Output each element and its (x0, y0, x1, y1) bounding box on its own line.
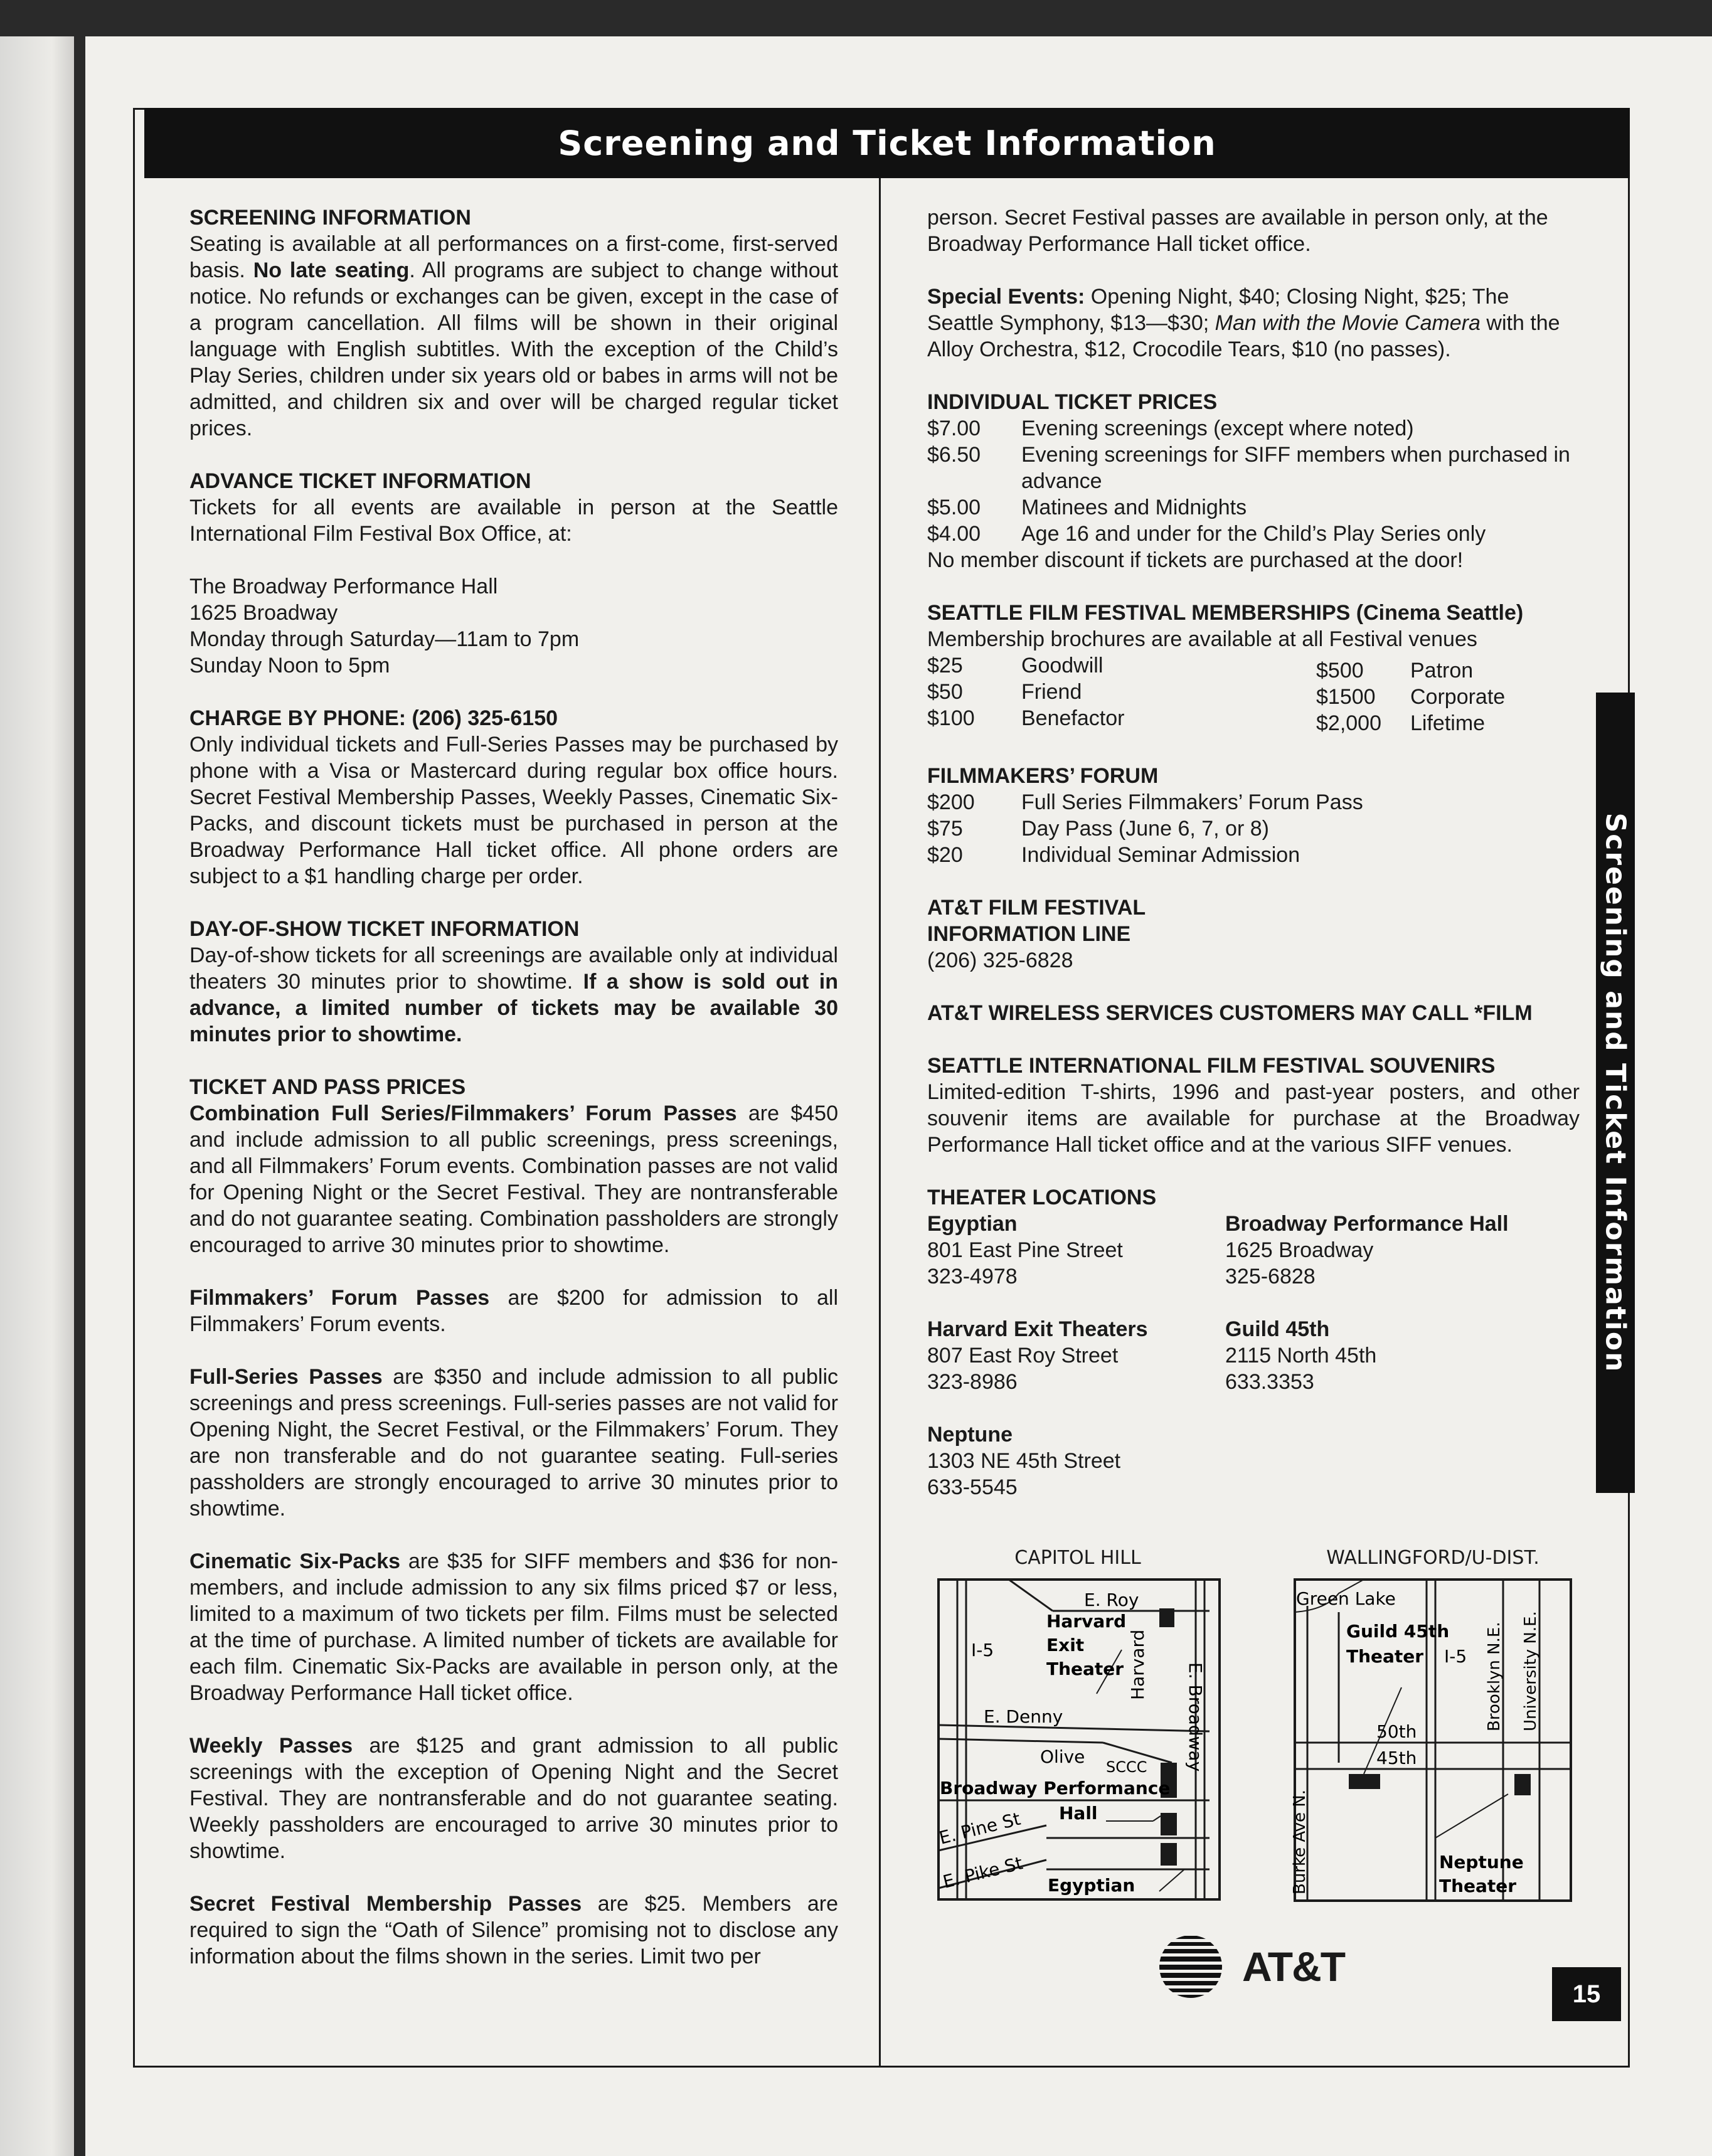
map-label: Burke Ave N. (1290, 1789, 1309, 1894)
info-line-section (927, 895, 1580, 974)
map-label: Exit (1046, 1635, 1085, 1655)
price: $7.00 (927, 417, 981, 440)
wireless-heading: AT&T WIRELESS SERVICES CUSTOMERS MAY CALL *FILM (927, 1001, 1533, 1025)
section-heading: ADVANCE TICKET INFORMATION (189, 469, 531, 493)
venue-line: 1625 Broadway (189, 601, 338, 625)
theater-address: 1303 NE 45th Street (927, 1449, 1121, 1473)
map-label: E. Pike St (940, 1852, 1025, 1893)
theater-name: Guild 45th (1225, 1317, 1330, 1341)
theater-name: Harvard Exit Theaters (927, 1317, 1148, 1341)
price: $4.00 (927, 522, 981, 546)
tier-row (1316, 657, 1580, 684)
logo-wordmark: AT&T (1242, 1943, 1345, 1990)
left-column (189, 204, 838, 1970)
tier-row (1316, 710, 1580, 736)
section-body (189, 231, 838, 442)
text: Day-of-show tickets for all screenings are available only at individual theaters 30 minutes prior to showtime. (189, 943, 838, 994)
column-divider (879, 178, 881, 2068)
map-label: Olive (1040, 1746, 1085, 1767)
facing-page-edge (0, 36, 74, 2156)
theater-address: 801 East Pine Street (927, 1238, 1123, 1262)
theater-address: 1625 Broadway (1225, 1238, 1374, 1262)
emphasis: Combination Full Series/Filmmakers’ Forum Passes (189, 1102, 737, 1125)
six-pack-para (189, 1548, 838, 1706)
section-body (189, 942, 838, 1048)
price-row (927, 415, 1580, 442)
tier-row (927, 652, 1316, 679)
map-title: WALLINGFORD/U-DIST. (1326, 1547, 1539, 1569)
emphasis: If a show is sold out in advance, a limited number of tickets may be available 30 minutes prior to showtime. (189, 970, 839, 1046)
price: $20 (927, 843, 963, 867)
map-label: Theater (1439, 1876, 1517, 1896)
tier-row (927, 705, 1316, 731)
emphasis: Special Events: (927, 285, 1085, 309)
globe-icon (1152, 1933, 1233, 2000)
section-heading: SEATTLE FILM FESTIVAL MEMBERSHIPS (Cinema Seattle) (927, 601, 1524, 625)
text: Opening Night, $40; Closing Night, $25; The Seattle Symphony, $13—$30; (927, 285, 1509, 335)
text: . All programs are subject to change without notice. No refunds or exchanges can be given, except in the case of a program cancellation. All films will be shown in their original language with English subtitles. With the exception of the Child’s Play Series, children under six years old or babes in arms will not be admitted, and children six and over will be charged regular ticket prices. (189, 258, 838, 440)
map-label: E. Roy (1084, 1590, 1139, 1610)
price-desc: Evening screenings (except where noted) (1021, 417, 1414, 440)
map-label: 45th (1376, 1748, 1417, 1768)
price: $200 (927, 790, 975, 814)
price: $1500 (1316, 685, 1376, 709)
theater-column (927, 1211, 1225, 1500)
membership-tiers (927, 652, 1580, 736)
price-desc: Matinees and Midnights (1021, 496, 1247, 519)
screening-section (189, 204, 838, 442)
section-side-tab (1596, 693, 1635, 1493)
special-events-para (927, 284, 1580, 363)
theater-entry (927, 1316, 1225, 1395)
map-label: Harvard (1127, 1629, 1148, 1700)
price-desc: Evening screenings for SIFF members when purchased in advance (1021, 443, 1570, 493)
tier-row (1316, 684, 1580, 710)
map-label: Green Lake (1296, 1588, 1396, 1609)
dayof-section (189, 916, 838, 1048)
tier-name: Patron (1410, 659, 1474, 682)
venue-line: The Broadway Performance Hall (189, 575, 498, 598)
price: $100 (927, 706, 975, 730)
price: $75 (927, 817, 963, 841)
price-desc: Individual Seminar Admission (1021, 843, 1300, 867)
section-heading: AT&T FILM FESTIVAL (927, 896, 1146, 920)
map-label: Egyptian (1048, 1875, 1135, 1896)
section-body: Only individual tickets and Full-Series Passes may be purchased by phone with a Visa or Mastercard during regular box office hours. Secret Festival Membership Passes, Weekly Passes, Cinematic Six-Packs, and discount tickets must be purchased in person at the Broadway Performance Hall ticket office. All phone orders are subject to a $1 handling charge per order. (189, 733, 838, 888)
theater-name: Broadway Performance Hall (1225, 1212, 1509, 1236)
wallingford-map-graphic (1289, 1575, 1577, 1907)
emphasis: Weekly Passes (189, 1734, 353, 1758)
price: $50 (927, 680, 963, 704)
tier-name: Benefactor (1021, 706, 1125, 730)
section-heading: SEATTLE INTERNATIONAL FILM FESTIVAL SOUVENIRS (927, 1054, 1496, 1078)
price-note: No member discount if tickets are purchased at the door! (927, 548, 1464, 572)
text: are $25. Members are required to sign the “Oath of Silence” promising not to disclose any information about the films shown in the series. Limit two per (189, 1892, 838, 1968)
price: $6.50 (927, 443, 981, 467)
section-heading: INFORMATION LINE (927, 922, 1131, 946)
venue-line: Sunday Noon to 5pm (189, 654, 390, 677)
theater-phone: 325-6828 (1225, 1265, 1316, 1288)
section-body: Membership brochures are available at all Festival venues (927, 627, 1477, 651)
price-row (927, 815, 1580, 842)
emphasis: Filmmakers’ Forum Passes (189, 1286, 490, 1310)
section-heading: TICKET AND PASS PRICES (189, 1075, 466, 1099)
map-label: Broadway Performance (940, 1778, 1171, 1798)
full-series-para (189, 1364, 838, 1522)
souvenirs-section (927, 1053, 1580, 1158)
tier-name: Corporate (1410, 685, 1506, 709)
map-label: Neptune (1439, 1852, 1524, 1872)
map-label: SCCC (1106, 1758, 1147, 1776)
side-tab-label: Screening and Ticket Information (1599, 812, 1632, 1373)
text: are $125 and grant admission to all public screenings with the exception of Opening Night and the Secret Festival. They are nontransferable and do not guarantee seating. Weekly passholders are encouraged to arrive 30 minutes prior to showtime. (189, 1734, 838, 1863)
text: are $450 and include admission to all public screenings, press screenings, and all Filmmakers’ Forum events. Combination passes are not valid for Opening Night or the Secret Festival. They are nontransferable and do not guarantee seating. Combination passholders are strongly encouraged to arrive 30 minutes prior to showtime. (189, 1102, 838, 1257)
price-desc: Day Pass (June 6, 7, or 8) (1021, 817, 1269, 841)
price-row (927, 789, 1580, 815)
theater-phone: 323-4978 (927, 1265, 1018, 1288)
filmmakers-forum-section (927, 763, 1580, 868)
section-heading: THEATER LOCATIONS (927, 1186, 1157, 1209)
theater-locations-section (927, 1184, 1580, 1500)
map-label: Harvard (1046, 1611, 1127, 1632)
map-label: Guild 45th (1346, 1621, 1450, 1642)
info-phone: (206) 325-6828 (927, 948, 1073, 972)
price-desc: Age 16 and under for the Child’s Play Series only (1021, 522, 1486, 546)
prices-section (189, 1074, 838, 1258)
theater-address: 807 East Roy Street (927, 1344, 1119, 1367)
forum-pass-para (189, 1285, 838, 1337)
price: $500 (1316, 659, 1364, 682)
individual-prices-section (927, 389, 1580, 573)
price: $25 (927, 654, 963, 677)
text: are $350 and include admission to all public screenings and press screenings. Full-series passes are not valid for Opening Night, the Secret Festival, or the Filmmakers’ Forum. They are non transferable and do not guarantee seating. Full-series passholders are strongly encouraged to arrive 30 minutes prior to showtime. (189, 1365, 838, 1521)
wallingford-map (1289, 1543, 1577, 1894)
price-row (927, 494, 1580, 521)
map-label: Theater (1046, 1659, 1124, 1679)
map-label: University N.E. (1521, 1611, 1540, 1731)
price-row (927, 521, 1580, 547)
theater-phone: 633-5545 (927, 1475, 1018, 1499)
tier-name: Friend (1021, 680, 1082, 704)
capitol-hill-map (933, 1543, 1222, 1894)
page-number: 15 (1552, 1967, 1621, 2021)
emphasis: Secret Festival Membership Passes (189, 1892, 582, 1916)
map-label: E. Pine St (937, 1808, 1023, 1849)
map-label: E. Denny (984, 1706, 1063, 1727)
section-heading: SCREENING INFORMATION (189, 206, 471, 230)
price-row (927, 842, 1580, 868)
section-body: Tickets for all events are available in person at the Seattle International Film Festival Box Office, at: (189, 496, 838, 546)
tier-name: Lifetime (1410, 711, 1486, 735)
continued-para: person. Secret Festival passes are available in person only, at the Broadway Performance Hall ticket office. (927, 206, 1548, 256)
map-title: CAPITOL HILL (1014, 1547, 1141, 1569)
theater-entry (927, 1211, 1225, 1290)
capitol-hill-map-graphic (933, 1575, 1222, 1907)
tier-column (1316, 652, 1580, 736)
section-heading: DAY-OF-SHOW TICKET INFORMATION (189, 917, 580, 941)
section-heading: CHARGE BY PHONE: (206) 325-6150 (189, 706, 558, 730)
phone-section (189, 705, 838, 889)
text: Seating is available at all performances on a first-come, first-served basis. (189, 232, 838, 282)
film-title: Man with the Movie Camera (1215, 311, 1481, 335)
text: are $200 for admission to all Filmmakers’ Forum events. (189, 1286, 839, 1336)
page-title: Screening and Ticket Information (144, 108, 1630, 178)
price: $2,000 (1316, 711, 1381, 735)
section-body: Limited-edition T-shirts, 1996 and past-year posters, and other souvenir items are available for purchase at the Broadway Performance Hall ticket office and at the various SIFF venues. (927, 1080, 1580, 1157)
theater-grid (927, 1211, 1580, 1500)
emphasis: No late seating (253, 258, 410, 282)
right-column (927, 204, 1580, 1500)
text: with the Alloy Orchestra, $12, Crocodile Tears, $10 (no passes). (927, 311, 1560, 361)
tier-row (927, 679, 1316, 705)
secret-pass-para (189, 1891, 838, 1970)
theater-name: Neptune (927, 1423, 1013, 1447)
emphasis: Cinematic Six-Packs (189, 1549, 401, 1573)
map-label: 50th (1376, 1721, 1417, 1742)
tier-column (927, 652, 1316, 736)
section-heading: INDIVIDUAL TICKET PRICES (927, 390, 1218, 414)
text: are $35 for SIFF members and $36 for non-members, and include admission to any six films priced $7 or less, limited to a maximum of two tickets per film. Films must be selected at the time of purchase. A limited number of tickets are available for each film. Cinematic Six-Packs are available in person only, at the Broadway Performance Hall ticket office. (189, 1549, 838, 1705)
map-label: I-5 (971, 1640, 994, 1660)
theater-column (1225, 1211, 1509, 1500)
theater-phone: 633.3353 (1225, 1370, 1314, 1394)
advance-section (189, 468, 838, 679)
theater-entry (927, 1421, 1225, 1500)
theater-entry (1225, 1316, 1509, 1395)
map-label: Theater (1346, 1646, 1424, 1667)
section-heading: FILMMAKERS’ FORUM (927, 764, 1159, 788)
theater-phone: 323-8986 (927, 1370, 1018, 1394)
venue-line: Monday through Saturday—11am to 7pm (189, 627, 580, 651)
theater-entry (1225, 1211, 1509, 1290)
emphasis: Full-Series Passes (189, 1365, 383, 1389)
price-row (927, 442, 1580, 494)
att-logo (1152, 1933, 1378, 2000)
section-body (189, 1100, 838, 1258)
price: $5.00 (927, 496, 981, 519)
map-label: Hall (1059, 1803, 1098, 1824)
weekly-pass-para (189, 1733, 838, 1864)
map-label: I-5 (1444, 1646, 1467, 1667)
theater-address: 2115 North 45th (1225, 1344, 1377, 1367)
price-desc: Full Series Filmmakers’ Forum Pass (1021, 790, 1363, 814)
tier-name: Goodwill (1021, 654, 1103, 677)
map-label: Brooklyn N.E. (1485, 1622, 1504, 1731)
map-label: E. Broadway (1185, 1662, 1206, 1772)
theater-name: Egyptian (927, 1212, 1018, 1236)
memberships-section (927, 600, 1580, 736)
